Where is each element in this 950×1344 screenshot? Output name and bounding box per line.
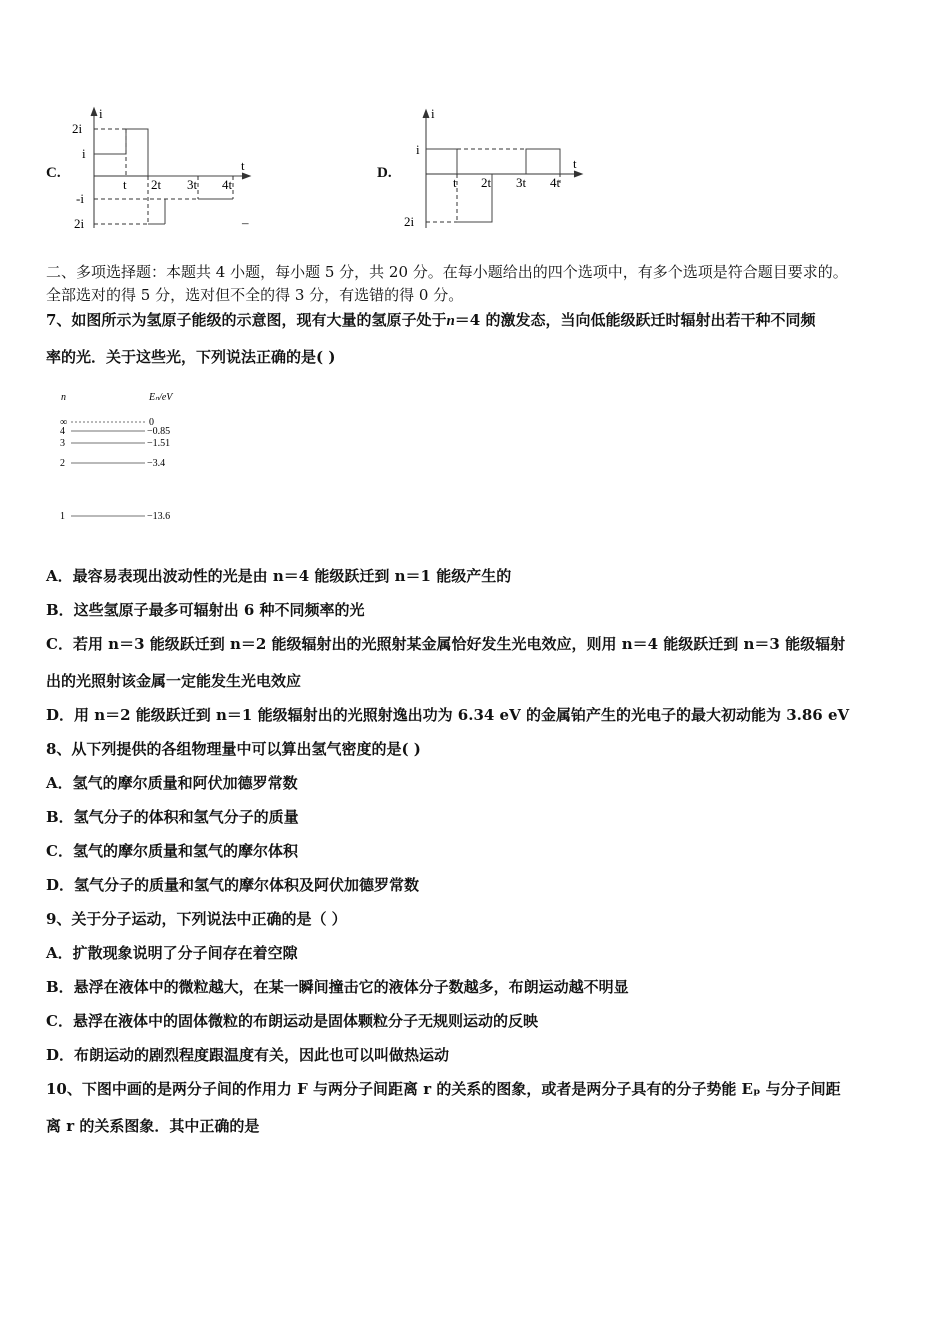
graph-d bbox=[400, 100, 600, 235]
q7-option-c-line1: C．若用 n＝3 能级跃迁到 n＝2 能级辐射出的光照射某金属恰好发生光电效应，则用 n＝4 能级跃迁到 n＝3 能级辐射 bbox=[46, 635, 846, 653]
level-e-4: −0.85 bbox=[147, 426, 171, 437]
diagram-n-header: n bbox=[61, 392, 66, 403]
q8-option-c: C．氢气的摩尔质量和氢气的摩尔体积 bbox=[46, 842, 298, 860]
graph-d-x-label: t bbox=[573, 156, 577, 171]
energy-level-diagram bbox=[55, 388, 195, 528]
graph-d-x-arrow bbox=[574, 171, 582, 177]
q9-stem: 9、关于分子运动，下列说法中正确的是（ ） bbox=[46, 910, 347, 928]
graph-c-wave-solid bbox=[94, 129, 240, 176]
level-n-infinity: ∞ bbox=[60, 417, 68, 428]
level-n-3: 3 bbox=[60, 438, 65, 449]
graph-c-level-neg-2i: 2i bbox=[74, 216, 85, 231]
option-c-label: C. bbox=[46, 165, 61, 181]
level-n-1: 1 bbox=[60, 511, 65, 522]
graph-c-end-mark: – bbox=[242, 215, 249, 230]
graph-c-y-label: i bbox=[99, 106, 103, 121]
q8-option-a: A．氢气的摩尔质量和阿伏加德罗常数 bbox=[46, 774, 298, 792]
q7-stem-line1 bbox=[46, 310, 910, 331]
graph-d-level-neg-2i: 2i bbox=[404, 214, 415, 229]
graph-c-tick-3t: 3t bbox=[187, 177, 198, 192]
graph-d-level-i: i bbox=[416, 142, 420, 157]
q7-option-d: D．用 n＝2 能级跃迁到 n＝1 能级辐射出的光照射逸出功为 6.34 eV 的金属铂产生的光电子的最大初动能为 3.86 eV bbox=[46, 706, 850, 724]
q8-option-d: D．氢气分子的质量和氢气的摩尔体积及阿伏加德罗常数 bbox=[46, 876, 420, 894]
graph-c bbox=[70, 100, 270, 235]
q7-option-a: A．最容易表现出波动性的光是由 n＝4 能级跃迁到 n＝1 能级产生的 bbox=[46, 567, 512, 585]
q10-stem-line2: 离 r 的关系图象．其中正确的是 bbox=[46, 1117, 260, 1135]
graph-c-level-i: i bbox=[82, 146, 86, 161]
q9-option-b: B．悬浮在液体中的微粒越大，在某一瞬间撞击它的液体分子数越多，布朗运动越不明显 bbox=[46, 978, 629, 996]
q7-stem-b: ＝4 的激发态，当向低能级跃迁时辐射出若干种不同频 bbox=[454, 311, 816, 329]
graph-d-tick-2t: 2t bbox=[481, 175, 492, 190]
level-n-2: 2 bbox=[60, 458, 65, 469]
graph-c-x-arrow bbox=[242, 173, 250, 179]
graph-d-y-arrow bbox=[423, 110, 429, 118]
graph-c-tick-t: t bbox=[123, 177, 127, 192]
level-e-infinity: 0 bbox=[149, 417, 154, 428]
graph-d-tick-4t: 4t bbox=[550, 175, 561, 190]
graph-c-tick-4t: 4t bbox=[222, 177, 233, 192]
q7-stem-n: n bbox=[446, 313, 455, 329]
q8-option-b: B．氢气分子的体积和氢气分子的质量 bbox=[46, 808, 299, 826]
q7-option-c-line2: 出的光照射该金属一定能发生光电效应 bbox=[46, 672, 302, 690]
graph-d-tick-3t: 3t bbox=[516, 175, 527, 190]
level-e-3: −1.51 bbox=[147, 438, 171, 449]
level-e-2: −3.4 bbox=[147, 458, 166, 469]
q9-option-a: A．扩散现象说明了分子间存在着空隙 bbox=[46, 944, 298, 962]
section2-instructions-line1: 二、多项选择题：本题共 4 小题，每小题 5 分，共 20 分。在每小题给出的四个选项中，有多个选项是符合题目要求的。 bbox=[46, 263, 848, 281]
q9-option-d: D．布朗运动的剧烈程度跟温度有关，因此也可以叫做热运动 bbox=[46, 1046, 450, 1064]
q9-option-c: C．悬浮在液体中的固体微粒的布朗运动是固体颗粒分子无规则运动的反映 bbox=[46, 1012, 538, 1030]
level-n-4: 4 bbox=[60, 426, 65, 437]
graph-d-wave-high-2 bbox=[526, 149, 560, 174]
q7-option-b: B．这些氢原子最多可辐射出 6 种不同频率的光 bbox=[46, 601, 365, 619]
level-e-1: −13.6 bbox=[147, 511, 171, 522]
graph-c-tick-2t: 2t bbox=[151, 177, 162, 192]
graph-c-x-label: t bbox=[241, 158, 245, 173]
q7-stem-a: 7、如图所示为氢原子能级的示意图，现有大量的氢原子处于 bbox=[46, 311, 447, 329]
diagram-e-header: Eₙ/eV bbox=[149, 392, 173, 403]
graph-d-tick-t: t bbox=[453, 175, 457, 190]
q7-stem-line2: 率的光．关于这些光，下列说法正确的是( ) bbox=[46, 348, 336, 366]
q10-stem-line1: 10、下图中画的是两分子间的作用力 F 与两分子间距离 r 的关系的图象，或者是两分子具有的分子势能 Eₚ 与分子间距 bbox=[46, 1080, 841, 1098]
section2-instructions-line2: 全部选对的得 5 分，选对但不全的得 3 分，有选错的得 0 分。 bbox=[46, 286, 464, 304]
graph-d-y-label: i bbox=[431, 106, 435, 121]
graph-c-y-arrow bbox=[91, 108, 97, 116]
graph-c-level-neg-i: -i bbox=[76, 191, 84, 206]
q8-stem: 8、从下列提供的各组物理量中可以算出氢气密度的是( ) bbox=[46, 740, 421, 758]
option-d-label: D. bbox=[377, 165, 392, 181]
graph-c-level-2i: 2i bbox=[72, 121, 83, 136]
graph-d-wave-high bbox=[426, 149, 457, 174]
